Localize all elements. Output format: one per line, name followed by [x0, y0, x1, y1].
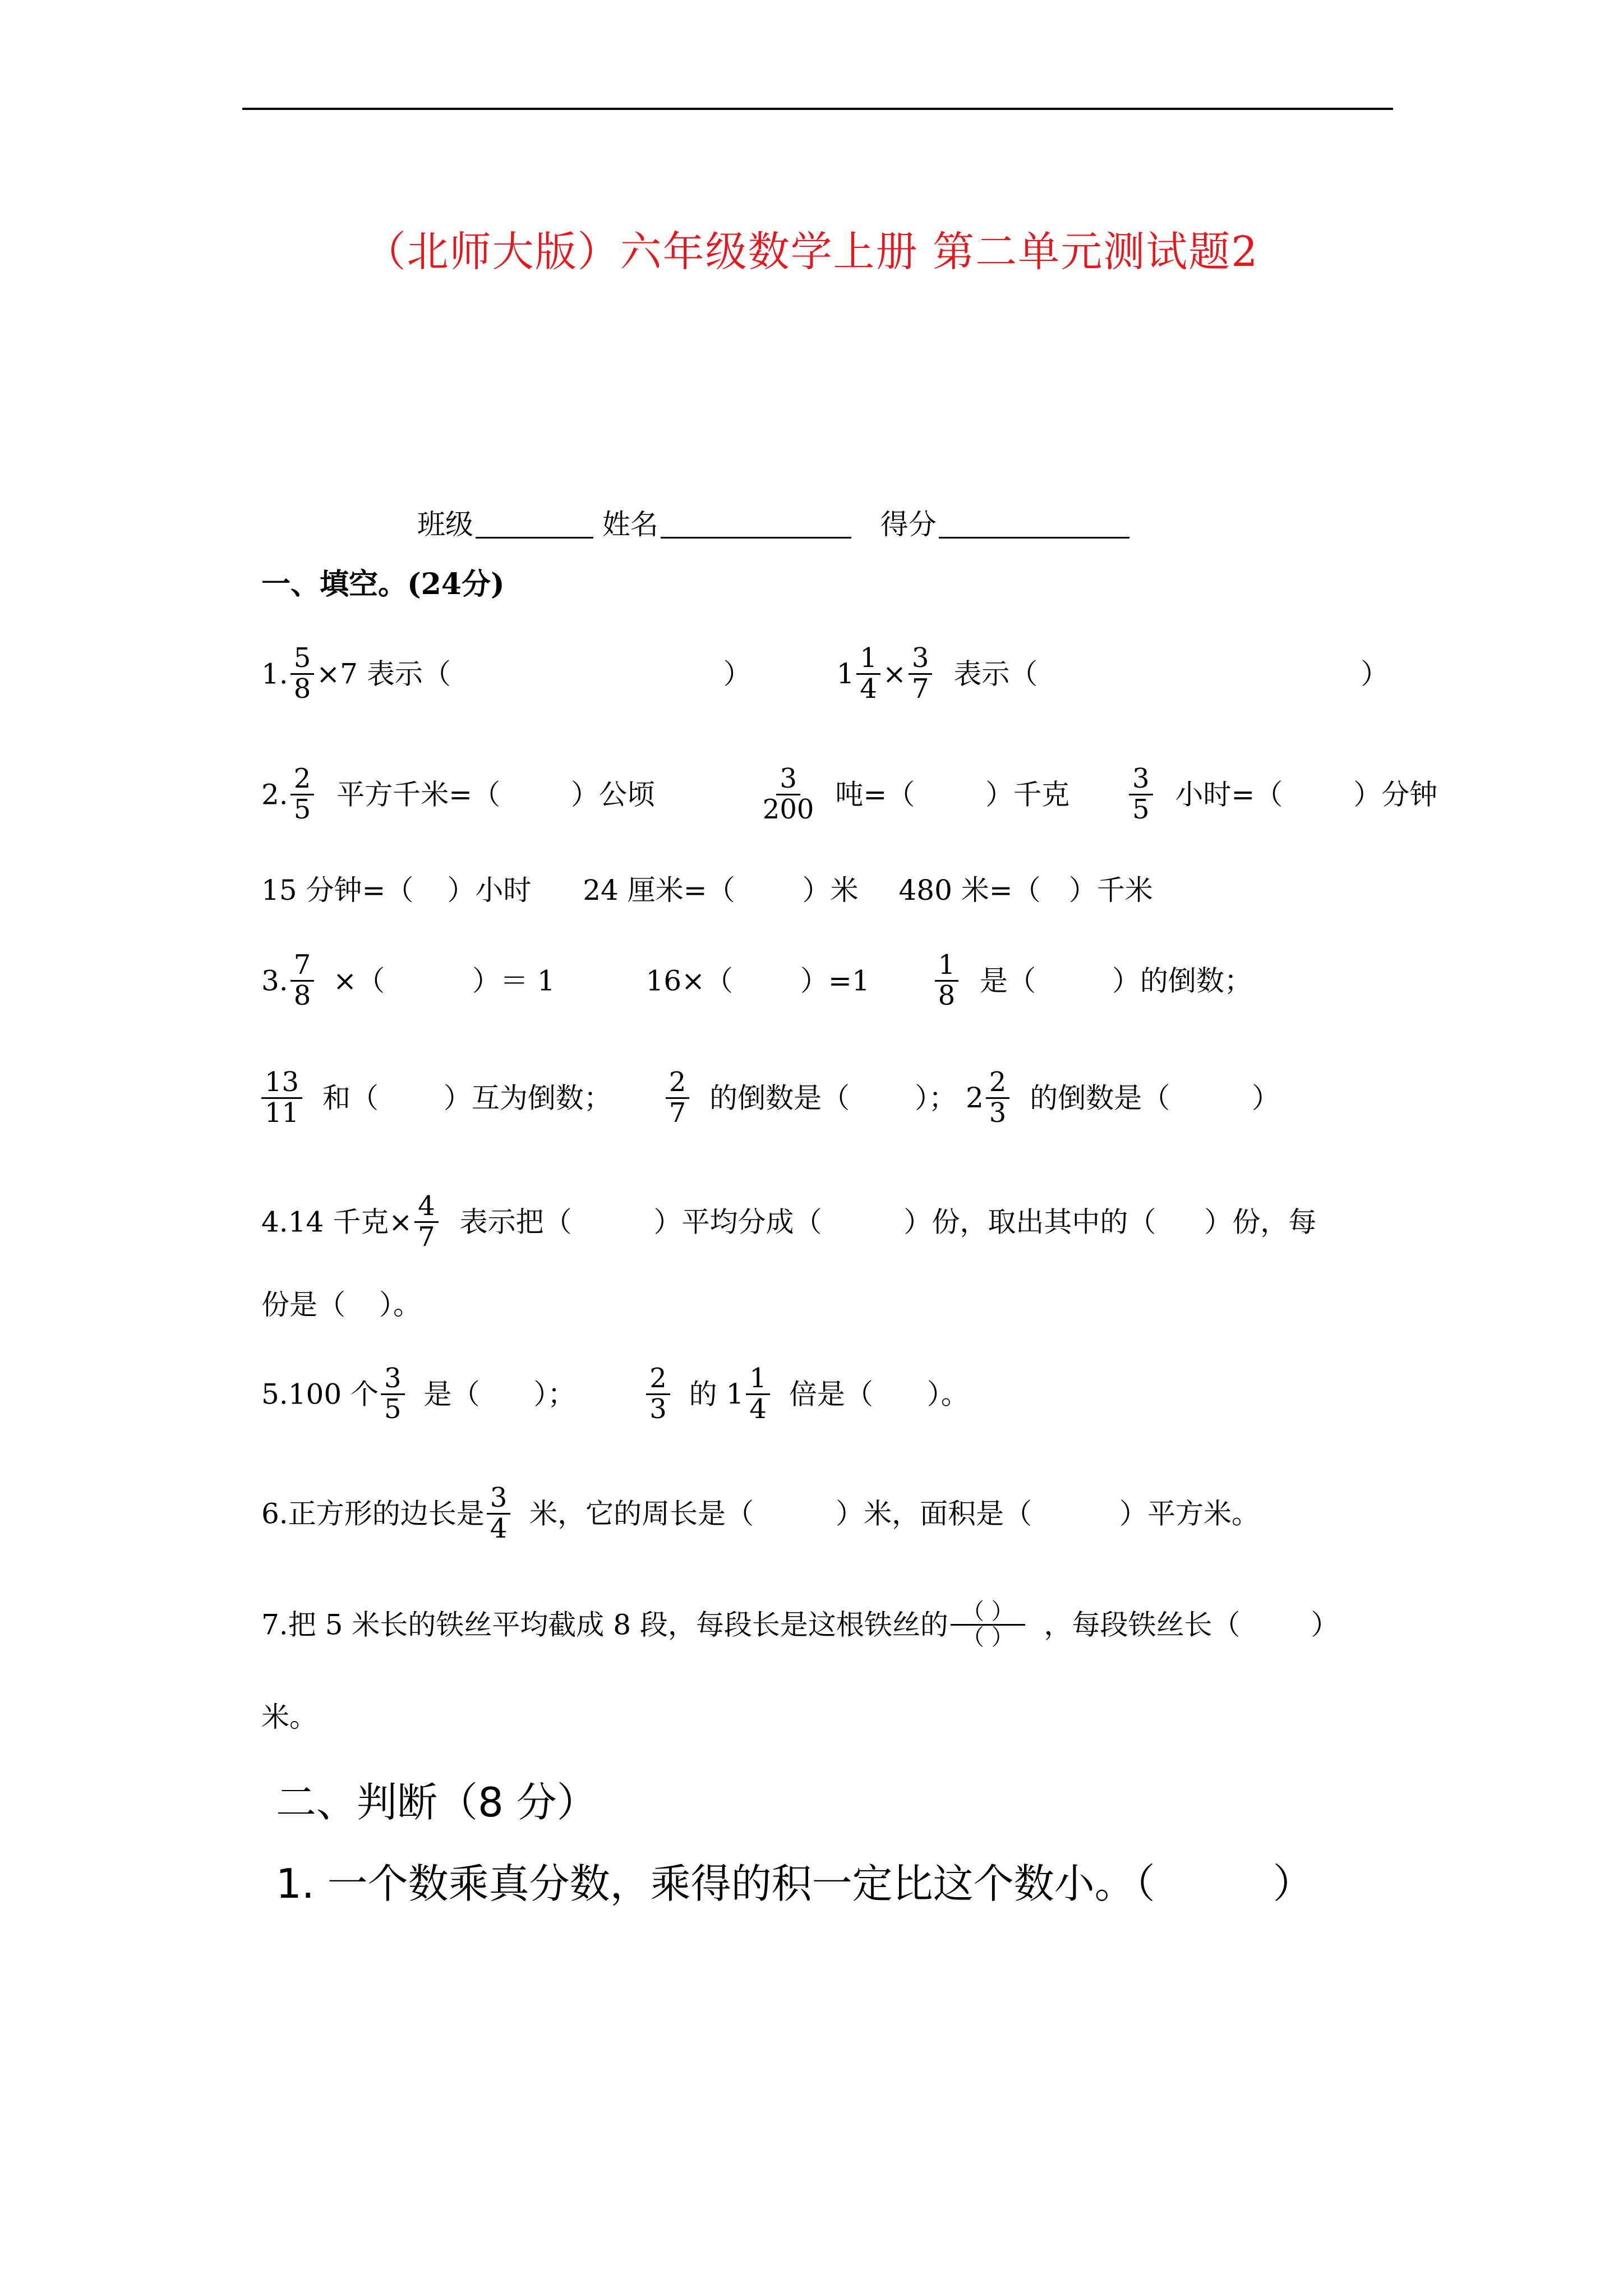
mixed-number: 1 $\frac{1}{4}$ — [726, 1364, 772, 1424]
answer-blank[interactable]: ）公顷 — [570, 778, 655, 811]
question-1-6 — [261, 1484, 1260, 1544]
answer-blank[interactable]: ）米 — [802, 874, 859, 907]
fraction: $\frac{1}{8}$ — [935, 951, 959, 1011]
class-label: 班级 — [417, 508, 473, 541]
fraction: $\frac{3}{4}$ — [487, 1484, 511, 1544]
question-1-3-continued — [259, 1068, 1280, 1128]
question-1-4 — [261, 1192, 1316, 1252]
answer-blank[interactable]: ）分钟 — [1353, 778, 1438, 811]
fraction-blank[interactable]: $\frac{( )}{( )}$ — [951, 1600, 1025, 1650]
answer-blank[interactable]: ）。 — [926, 1378, 969, 1411]
name-label: 姓名 — [602, 508, 658, 541]
answer-blank[interactable]: ）=1 — [800, 964, 870, 997]
question-text: 24 厘米=（ — [583, 874, 735, 907]
answer-blank[interactable]: ）千米 — [1068, 874, 1153, 907]
question-text: 表示（ — [953, 657, 1038, 691]
fraction: $\frac{7}{8}$ — [291, 951, 315, 1011]
question-text: 的 — [689, 1378, 717, 1411]
question-text: 7.把 5 米长的铁丝平均截成 8 段，每段长是这根铁丝的 — [261, 1608, 948, 1641]
fraction: $\frac{13}{11}$ — [261, 1068, 302, 1128]
question-text: 是（ — [980, 964, 1036, 997]
question-text: 15 分钟=（ — [261, 874, 414, 907]
question-text: 份是（ — [261, 1289, 345, 1321]
question-text: 表示把（ — [459, 1205, 572, 1239]
mixed-number: 1 $\frac{1}{4}$ — [837, 644, 883, 704]
question-text: 倍是（ — [789, 1378, 873, 1411]
score-field[interactable] — [939, 511, 1129, 539]
answer-blank[interactable]: ）＝ 1 — [472, 964, 555, 997]
fraction: $\frac{2}{7}$ — [666, 1068, 690, 1128]
answer-blank[interactable]: ）份，每 — [1204, 1205, 1317, 1239]
question-text: 小时=（ — [1175, 778, 1283, 811]
question-1-5 — [261, 1364, 969, 1424]
answer-blank[interactable]: ）平方米。 — [1119, 1497, 1260, 1530]
fraction: $\frac{5}{8}$ — [291, 644, 315, 704]
question-1-7 — [261, 1600, 1339, 1650]
fraction: $\frac{3}{5}$ — [1129, 765, 1153, 825]
mixed-number: 2 $\frac{2}{3}$ — [966, 1068, 1012, 1128]
answer-blank[interactable]: ）。 — [379, 1289, 421, 1321]
class-field[interactable] — [476, 511, 593, 539]
name-field[interactable] — [661, 511, 851, 539]
question-1-1 — [261, 644, 1389, 704]
fraction: $\frac{2}{3}$ — [646, 1364, 670, 1424]
answer-blank[interactable]: ） — [1272, 1860, 1313, 1907]
section-2-heading: 二、判断（8 分） — [276, 1779, 597, 1826]
question-number: 3. — [261, 964, 288, 997]
question-text: 1. 一个数乘真分数，乘得的积一定比这个数小。（ — [276, 1860, 1155, 1907]
question-text: ×7 表示（ — [316, 657, 451, 691]
answer-blank[interactable]: ）； — [915, 1082, 957, 1115]
question-text: 4.14 千克× — [261, 1205, 413, 1239]
question-number: 2. — [261, 778, 288, 811]
question-1-2 — [261, 765, 1437, 825]
page-title: （北师大版）六年级数学上册 第二单元测试题2 — [364, 228, 1259, 276]
fraction: $\frac{3}{5}$ — [381, 1364, 405, 1424]
score-label: 得分 — [880, 508, 937, 541]
question-text: 480 米=（ — [898, 874, 1041, 907]
answer-blank[interactable]: ）平均分成（ — [653, 1205, 822, 1239]
question-text: 16×（ — [645, 964, 734, 997]
answer-blank[interactable]: ）小时 — [447, 874, 532, 907]
header-rule — [242, 108, 1393, 110]
times-sign: × — [882, 657, 906, 691]
fraction: $\frac{4}{7}$ — [414, 1192, 439, 1252]
answer-blank[interactable]: ）的倒数； — [1112, 964, 1252, 997]
question-1-3 — [261, 951, 1252, 1011]
question-text: 的倒数是（ — [1030, 1082, 1170, 1115]
answer-blank[interactable]: ）千克 — [985, 778, 1070, 811]
question-text: 是（ — [423, 1378, 480, 1411]
answer-blank[interactable]: ）米，面积是（ — [836, 1497, 1032, 1530]
question-1-4-continued — [261, 1289, 421, 1319]
question-text: 平方千米=（ — [336, 778, 501, 811]
question-2-1 — [276, 1851, 1313, 1910]
question-1-7-continued: 米。 — [261, 1701, 317, 1733]
answer-blank[interactable]: ） — [1252, 1082, 1280, 1115]
question-text: 吨=（ — [835, 778, 915, 811]
answer-blank[interactable]: ）互为倒数； — [443, 1082, 612, 1115]
fraction: $\frac{3}{7}$ — [909, 644, 933, 704]
answer-blank[interactable]: ） — [723, 657, 751, 691]
question-text: 米，它的周长是（ — [529, 1497, 754, 1530]
question-text: ，每段铁丝长（ — [1044, 1608, 1241, 1641]
fraction: $\frac{3}{200}$ — [762, 763, 814, 825]
answer-blank[interactable]: ） — [1361, 657, 1389, 691]
student-info-line — [417, 508, 1129, 539]
answer-blank[interactable]: ） — [1311, 1608, 1339, 1641]
question-number: 1. — [261, 657, 288, 691]
question-text: 5.100 个 — [261, 1378, 379, 1411]
answer-blank[interactable]: ）； — [533, 1378, 576, 1411]
question-text: 和（ — [322, 1082, 379, 1115]
question-text: ×（ — [333, 964, 385, 997]
question-text: 6.正方形的边长是 — [261, 1497, 485, 1530]
question-text: 的倒数是（ — [709, 1082, 850, 1115]
question-1-2-continued — [261, 874, 1153, 907]
section-1-heading: 一、填空。(24分) — [261, 567, 505, 601]
answer-blank[interactable]: ）份，取出其中的（ — [903, 1205, 1156, 1239]
fraction: $\frac{2}{5}$ — [291, 765, 315, 825]
